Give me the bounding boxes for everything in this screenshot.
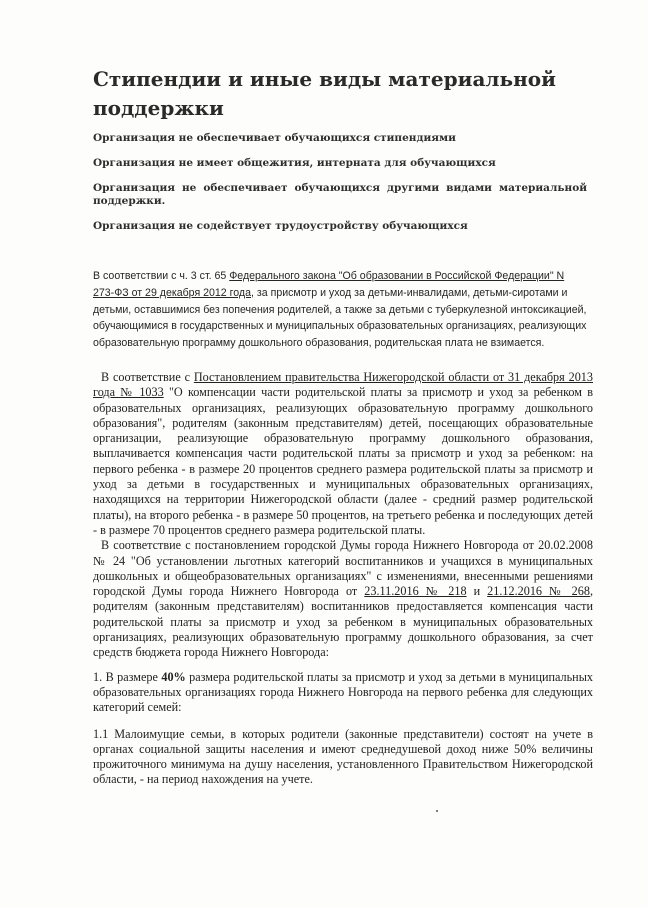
city-part-2: и [466, 584, 488, 599]
note-no-employment-assistance: Организация не содействует трудоустройству обучающихся [93, 220, 468, 232]
city-part-1: В соответствие с постановлением городской Думы города Нижнего Новгорода от 20.02.2008 № 24 "Об установлении льготных категорий воспитанников и учащихся в муниципальных дошкольных и общеобразовательных организациях" с изменениями, внесенными решениями городской Думы города Нижнего Новгорода от [93, 538, 593, 599]
city-paragraph [93, 538, 593, 660]
note-no-dormitory: Организация не имеет общежития, интерната для обучающихся [93, 157, 496, 169]
federal-law-suffix: , за присмотр и уход за детьми-инвалидами, детьми-сиротами и детьми, оставшимися без попечения родителей, а также за детьми с туберкулезной интоксикацией, обучающимися в государственных и муниципальных образовательных организациях, реализующих образовательную программу дошкольного образования, родительская плата не взимается. [93, 286, 587, 350]
city-decision-link-1[interactable]: 23.11.2016 № 218 [364, 584, 467, 599]
city-part-3: , родителям (законным представителям) воспитанников предоставляется компенсация части родительской платы за присмотр и уход за ребенком в муниципальных образовательных организациях, реализующих образовательную программу дошкольного образования, за счет средств бюджета города Нижнего Новгорода: [93, 584, 593, 660]
notes-block [93, 132, 587, 245]
regional-prefix: В соответствие с [101, 370, 194, 384]
scan-speck [436, 810, 438, 812]
regional-suffix: "О компенсации части родительской платы за присмотр и уход за ребенком в образовательных организациях, реализующих образовательную программу дошкольного образования", родителям (законным представителям) детей, посещающих образовательные организации, реализующие образовательную программу дошкольного образования, выплачивается компенсация части родительской платы за присмотр и уход за ребенком: на первого ребенка - в размере 20 процентов среднего размера родительской платы за присмотр и уход за детьми в государственных и муниципальных образовательных организациях, находящихся на территории Нижегородской области (далее - средний размер родительской платы), на второго ребенка - в размере 50 процентов, на третьего ребенка и последующих детей - в размере 70 процентов среднего размера родительской платы. [93, 385, 593, 537]
main-text [93, 370, 593, 788]
note-no-material-support: Организация не обеспечивает обучающихся другими видами материальной поддержки. [93, 182, 587, 207]
federal-law-prefix: В соответствии с ч. 3 ст. 65 [93, 270, 230, 282]
page-title: Стипендии и иные виды материальной поддержки [93, 67, 556, 120]
federal-law-paragraph [93, 268, 587, 352]
regional-paragraph [93, 370, 593, 538]
item-1-1: 1.1 Малоимущие семьи, в которых родители (законные представители) состоят на учете в органах социальной защиты населения и имеют среднедушевой доход ниже 50% величины прожиточного минимума на душу населения, установленного Правительством Нижегородской области, - на период нахождения на учете. [93, 726, 593, 787]
item-1-text: размера родительской платы за присмотр и уход за детьми в муниципальных образовательных организациях города Нижнего Новгорода на первого ребенка для следующих категорий семей: [93, 669, 593, 715]
item-1 [93, 670, 593, 716]
federal-law-link[interactable]: Федерального закона "Об образовании в Российской Федерации" N 273-ФЗ от 29 декабря 2012 года [93, 270, 565, 299]
item-1-percent: 40% [161, 669, 186, 684]
regional-decree-link[interactable]: Постановлением правительства Нижегородской области от 31 декабря 2013 года № 1033 [93, 370, 593, 400]
note-no-scholarships: Организация не обеспечивает обучающихся стипендиями [93, 132, 456, 144]
item-1-lead: 1. В размере [93, 669, 162, 684]
city-decision-link-2[interactable]: 21.12.2016 № 268 [487, 584, 590, 599]
